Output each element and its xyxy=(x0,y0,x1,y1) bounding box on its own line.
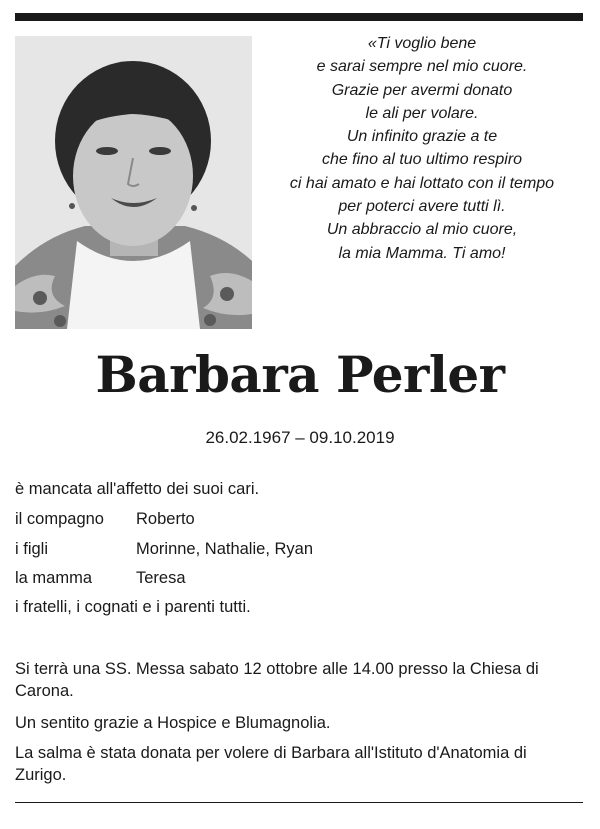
poem-line: Un abbraccio al mio cuore, xyxy=(326,221,518,239)
poem-line: Grazie per avermi donato xyxy=(331,81,513,99)
intro-text: è mancata all'affetto dei suoi cari. xyxy=(15,480,260,498)
deceased-name: Barbara Perler xyxy=(95,345,505,404)
family-value: Teresa xyxy=(136,569,186,587)
relatives-text: i fratelli, i cognati e i parenti tutti. xyxy=(15,598,251,616)
family-label: la mamma xyxy=(15,569,93,587)
family-row xyxy=(15,510,195,529)
family-row xyxy=(15,540,313,559)
top-rule xyxy=(15,13,583,21)
poem-quote xyxy=(262,32,582,265)
family-label: i figli xyxy=(15,540,49,558)
mass-announcement: Si terrà una SS. Messa sabato 12 ottobre alle 14.00 presso la Chiesa di Carona. xyxy=(15,660,539,700)
life-dates: 26.02.1967 – 09.10.2019 xyxy=(205,428,395,447)
thanks-text: Un sentito grazie a Hospice e Blumagnolia. xyxy=(15,714,331,732)
poem-line: ci hai amato e hai lottato con il tempo xyxy=(289,174,555,192)
poem-line: la mia Mamma. Ti amo! xyxy=(338,244,506,262)
poem-line: «Ti voglio bene xyxy=(367,35,477,52)
family-row xyxy=(15,569,186,588)
family-value: Roberto xyxy=(136,510,195,528)
bottom-rule xyxy=(15,802,583,803)
portrait-illustration xyxy=(15,36,252,329)
family-label: il compagno xyxy=(15,510,104,528)
poem-line: e sarai sempre nel mio cuore. xyxy=(316,58,528,76)
poem-line: che fino al tuo ultimo respiro xyxy=(321,151,523,169)
poem-line: le ali per volare. xyxy=(365,104,479,122)
portrait-photo xyxy=(15,36,252,329)
poem-line: Un infinito grazie a te xyxy=(346,128,498,146)
donation-text: La salma è stata donata per volere di Barbara all'Istituto d'Anatomia di Zurigo. xyxy=(15,744,527,784)
poem-line: per poterci avere tutti lì. xyxy=(338,198,506,216)
family-value: Morinne, Nathalie, Ryan xyxy=(136,540,314,558)
